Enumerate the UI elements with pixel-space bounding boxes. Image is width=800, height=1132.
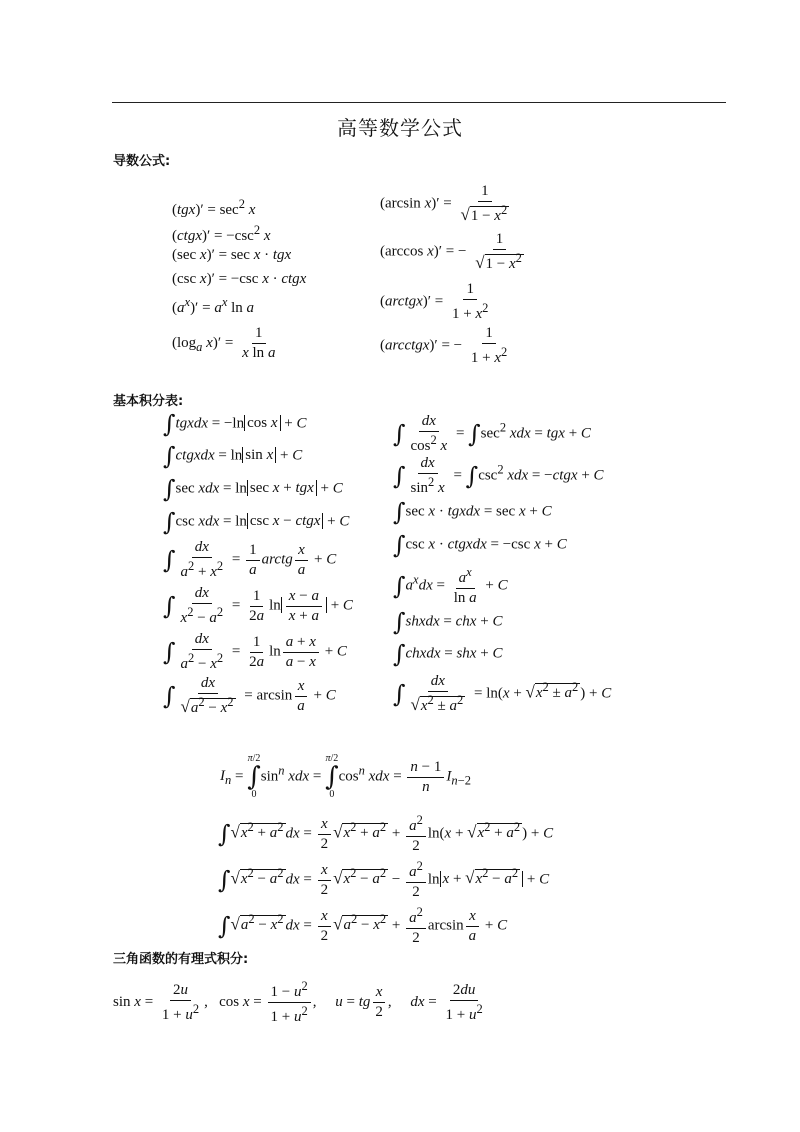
- formula-int-csc: ∫csc xdx = ln csc x − ctgx + C: [163, 508, 350, 536]
- formula-int-root-plus: $\int√x^2 + a^2$ dx = $\frac{x}{2}$ $√x^2 + a^2$ + $\frac{a^2}{2}$ $\ln(x + √x^2 + a^2$ ) + C: [218, 813, 554, 854]
- section-trig-rational: 三角函数的有理式积分:: [113, 952, 249, 967]
- formula-deriv-ctg: (ctgx)′ = $-\csc^2$ x: [172, 223, 271, 244]
- formula-int-arctg: ∫ $\frac{dx}{a^2 + x^2}$ = $\frac{1}{a}$ arctg $\frac{x}{a}$ + C: [163, 539, 337, 580]
- page-title: 高等数学公式: [337, 116, 463, 140]
- formula-int-wallis: $I_n$ = π/2 ∫ 0 $\sin^n$ xdx = π/2 ∫ 0 $\cos^n$ xdx = $\frac{n - 1}{n}$ $I_{n-2}$: [220, 753, 471, 800]
- formula-deriv-csc: (csc x)′ = −csc x · ctgx: [172, 271, 307, 287]
- formula-int-sec2: ∫ $\frac{dx}{\cos^2 x}$ = $\int\sec^2$ xdx = tgx + C: [393, 413, 591, 454]
- formula-int-ln-root: ∫ $\frac{dx}{√x^2 \pm a^2}$ = $\ln(x + √x^2 \pm a^2$ ) + C: [393, 673, 612, 714]
- formula-deriv-arccos: (arccos x)′ = − $\frac{1}{√1 - x^2}$: [380, 231, 522, 272]
- formula-int-root-arcsin: $\int√a^2 - x^2$ dx = $\frac{x}{2}$ $√a^2 - x^2$ + $\frac{a^2}{2}$ arcsin $\frac{x}{a}$ + C: [218, 905, 508, 946]
- formula-int-csc-ctg: ∫csc x · ctgxdx = −csc x + C: [393, 531, 567, 559]
- header-rule: [112, 102, 726, 103]
- formula-deriv-sec: (sec x)′ = sec x · tgx: [172, 247, 292, 263]
- formula-int-csc2: ∫ $\frac{dx}{\sin^2 x}$ = $\int\csc^2$ xdx = −ctgx + C: [393, 455, 604, 496]
- formula-int-ctg: ∫ctgxdx = ln sin x + C: [163, 442, 303, 470]
- formula-deriv-arcsin: (arcsin x)′ = $\frac{1}{√1 - x^2}$: [380, 183, 508, 224]
- formula-int-arcsin: ∫ $\frac{dx}{√a^2 - x^2}$ = arcsin $\frac{x}{a}$ + C: [163, 675, 336, 716]
- formula-deriv-arctg: (arctgx)′ = $\frac{1}{1 + x^2}$: [380, 281, 489, 322]
- formula-deriv-exp: $(a^x)' = a^x$ ln a: [172, 295, 255, 316]
- formula-int-tg: ∫tgxdx = −ln cos x + C: [163, 410, 307, 438]
- section-integrals: 基本积分表:: [113, 394, 184, 409]
- formula-int-exp: $\int a^xdx$ = $\frac{a^x}{\text{ln a}}$ + C: [393, 565, 508, 606]
- formula-int-sec-tg: ∫sec x · tgxdx = sec x + C: [393, 498, 552, 526]
- formula-deriv-tg: $(tgx)' = \sec^2 x$: [172, 197, 256, 218]
- formula-weierstrass: sin x = $\frac{2u}{1 + u^2}$ , cos x = $\frac{1 - u^2}{1 + u^2}$ , u = tg $\frac{x}{2}$ , dx = $\frac{2du}{1 + u^2}$: [113, 979, 483, 1025]
- formula-int-sec: ∫sec xdx = ln sec x + tgx + C: [163, 475, 343, 503]
- formula-int-sh: ∫shxdx = chx + C: [393, 608, 503, 636]
- formula-deriv-arcctg: (arcctgx)′ = − $\frac{1}{1 + x^2}$: [380, 325, 508, 366]
- formula-int-ch: ∫chxdx = shx + C: [393, 640, 503, 668]
- formula-deriv-log: ($\log_a$ x)′ = $\frac{1}{\text{x ln a}}$: [172, 325, 276, 361]
- section-derivatives: 导数公式:: [113, 154, 171, 169]
- formula-int-root-minus: $\int√x^2 - a^2$ dx = $\frac{x}{2}$ $√x^2 - a^2$ − $\frac{a^2}{2}$ $\ln x + √x^2 - a^2 + C$: [218, 859, 550, 900]
- formula-int-ln-minus: ∫ $\frac{dx}{x^2 - a^2}$ = $\frac{1}{2a}$ ln $\frac{x - a}{x + a}$ + C: [163, 585, 353, 626]
- formula-int-ln-plus: ∫ $\frac{dx}{a^2 - x^2}$ = $\frac{1}{2a}$ ln $\frac{a + x}{a - x}$ + C: [163, 631, 347, 672]
